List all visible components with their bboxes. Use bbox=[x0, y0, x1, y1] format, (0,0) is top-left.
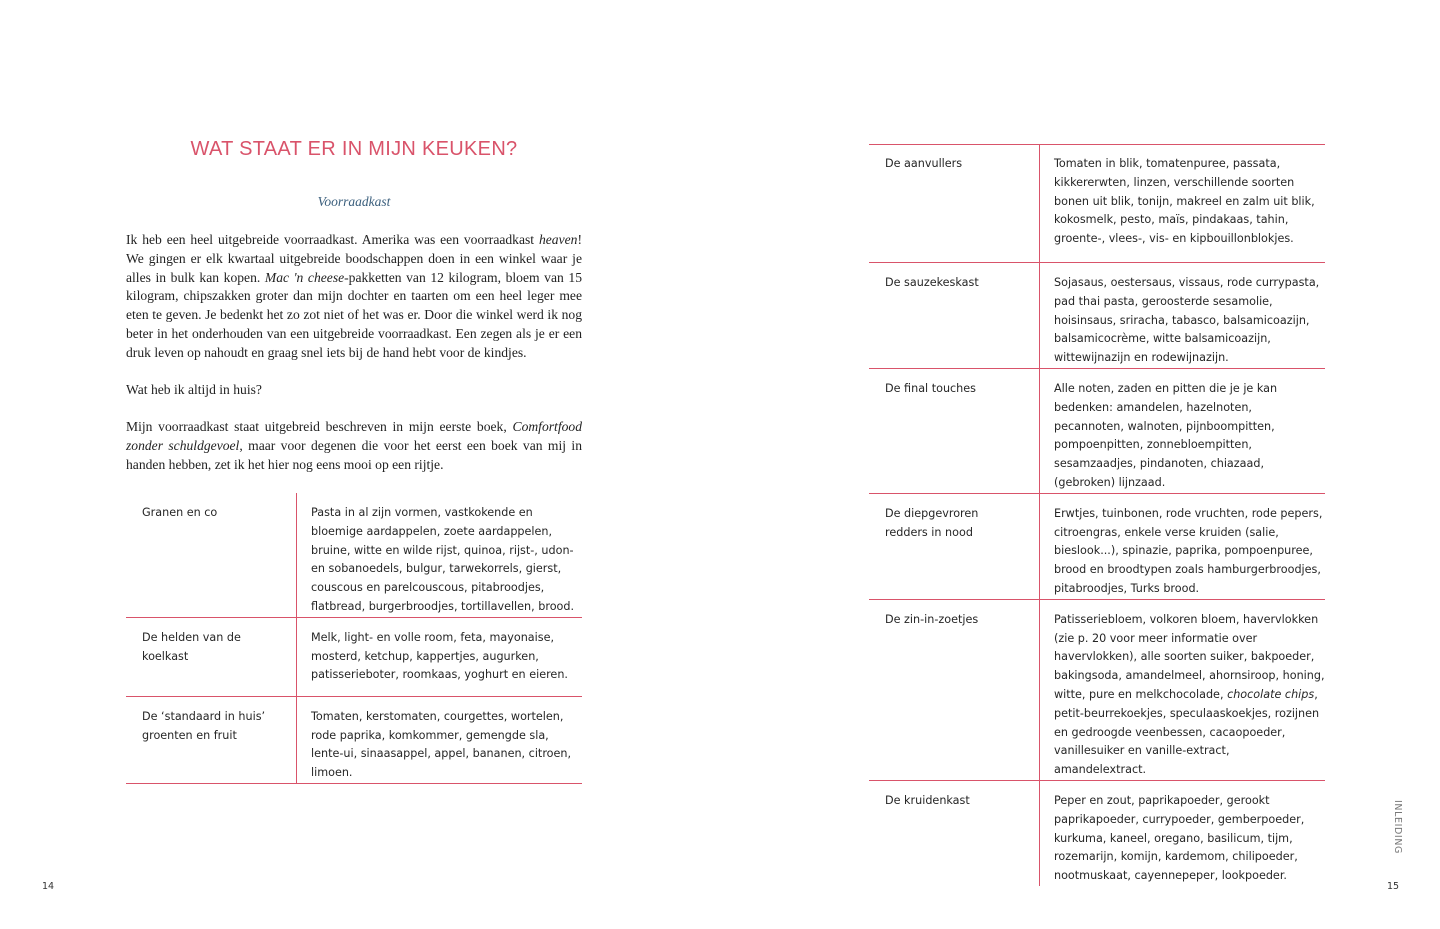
pantry-table-right bbox=[869, 144, 1325, 886]
category-cell: De sauzekeskast bbox=[869, 263, 1040, 369]
category-cell: De kruidenkast bbox=[869, 780, 1040, 885]
section-side-label: INLEIDING bbox=[1392, 800, 1403, 854]
table-row bbox=[869, 493, 1325, 599]
items-cell: Alle noten, zaden en pitten die je je kan bedenken: amandelen, hazelnoten, pecannoten, walnoten, pijnboompitten, pompoenpitten, zonnebloempitten, sesamzaadjes, pindanoten, chiazaad, (gebroken) lijnzaad. bbox=[1054, 381, 1278, 489]
right-page bbox=[720, 0, 1440, 929]
items-cell: Melk, light- en volle room, feta, mayonaise, mosterd, ketchup, kappertjes, augurken, patisserieboter, roomkaas, yoghurt en eieren. bbox=[311, 630, 568, 682]
page-number-right: 15 bbox=[1387, 881, 1400, 892]
items-cell: Erwtjes, tuinbonen, rode vruchten, rode pepers, citroengras, enkele verse kruiden (salie, bieslook...), spinazie, paprika, pompoenpuree, brood en broodtypen zoals hamburgerbroodjes, pitabroodjes, Turks brood. bbox=[1054, 506, 1323, 595]
table-row bbox=[126, 617, 582, 696]
items-cell: Tomaten, kerstomaten, courgettes, wortelen, rode paprika, komkommer, gemengde sla, lente-ui, sinaasappel, appel, bananen, citroen, limoen. bbox=[311, 709, 572, 780]
items-cell: Tomaten in blik, tomatenpuree, passata, kikkererwten, linzen, verschillende soorten bonen uit blik, tonijn, makreel en zalm uit blik, kokosmelk, pesto, maïs, pindakaas, tahin, groente-, vlees-, vis- en kipbouillonblokjes. bbox=[1054, 157, 1315, 246]
items-cell: Sojasaus, oestersaus, vissaus, rode currypasta, pad thai pasta, geroosterde sesamolie, hoisinsaus, sriracha, tabasco, balsamicoazijn, balsamicocrème, witte balsamicoazijn, wittewijnazijn en rodewijnazijn. bbox=[1054, 276, 1320, 365]
page-title: WAT STAAT ER IN MIJN KEUKEN? bbox=[190, 138, 518, 160]
category-cell: De helden van de koelkast bbox=[126, 617, 297, 696]
book-reference-paragraph: Mijn voorraadkast staat uitgebreid beschreven in mijn eerste boek, Comfortfood zonder schuldgevoel, maar voor degenen die voor het eerst een boek van mij in handen hebben, zet ik het hier nog eens mooi op een rijtje. bbox=[126, 419, 582, 472]
section-subtitle: Voorraadkast bbox=[317, 194, 391, 209]
category-cell: De ‘standaard in huis’ groenten en fruit bbox=[126, 696, 297, 783]
items-cell: Pasta in al zijn vormen, vastkokende en bloemige aardappelen, zoete aardappelen, bruine, witte en wilde rijst, quinoa, rijst-, udon- en sobanoedels, bulgur, tarwekorrels, gierst, couscous en parelcouscous, pitabroodjes, flatbread, burgerbroodjes, tortillavellen, brood. bbox=[311, 506, 575, 613]
table-row bbox=[126, 696, 582, 783]
question-paragraph: Wat heb ik altijd in huis? bbox=[126, 382, 262, 397]
pantry-table-left bbox=[126, 493, 582, 784]
category-cell: De final touches bbox=[869, 368, 1040, 493]
category-cell: De diepgevroren redders in nood bbox=[869, 493, 1040, 599]
intro-paragraph: Ik heb een heel uitgebreide voorraadkast. Amerika was een voorraadkast heaven! We gingen er elk kwartaal uitgebreide boodschappen doen in een winkel waar je alles in bulk kan kopen. Mac 'n cheese-pakketten van 12 kilogram, bloem van 15 kilogram, chipszakken groter dan mijn dochter en taarten om een heel leger mee eten te geven. Je bedenkt het zo zot niet of het was er. Door die winkel werd ik nog beter in het onderhouden van een uitgebreide voorraadkast. Een zegen als je er een druk leven op nahoudt en graag snel iets bij de hand hebt voor de kindjes. bbox=[126, 232, 582, 360]
items-cell: Patisseriebloem, volkoren bloem, havervlokken (zie p. 20 voor meer informatie over havervlokken), alle soorten suiker, bakpoeder, bakingsoda, amandelmeel, ahornsiroop, honing, witte, pure en melkchocolade, chocolate chips, petit-beurrekoekjes, speculaaskoekjes, rozijnen en gedroogde veenbessen, cacaopoeder, vanillesuiker en vanille-extract, amandelextract. bbox=[1054, 612, 1325, 777]
table-row bbox=[869, 599, 1325, 780]
table-row bbox=[869, 368, 1325, 493]
category-cell: De aanvullers bbox=[869, 145, 1040, 263]
table-row bbox=[126, 493, 582, 617]
page-number-left: 14 bbox=[42, 881, 55, 892]
table-row bbox=[869, 145, 1325, 263]
items-cell: Peper en zout, paprikapoeder, gerookt paprikapoeder, currypoeder, gemberpoeder, kurkuma, kaneel, oregano, basilicum, tijm, rozemarijn, komijn, kardemom, chilipoeder, nootmuskaat, cayennepeper, lookpoeder. bbox=[1054, 793, 1305, 883]
category-cell: Granen en co bbox=[126, 493, 297, 617]
category-cell: De zin-in-zoetjes bbox=[869, 599, 1040, 780]
table-row bbox=[869, 263, 1325, 369]
table-row bbox=[869, 780, 1325, 885]
